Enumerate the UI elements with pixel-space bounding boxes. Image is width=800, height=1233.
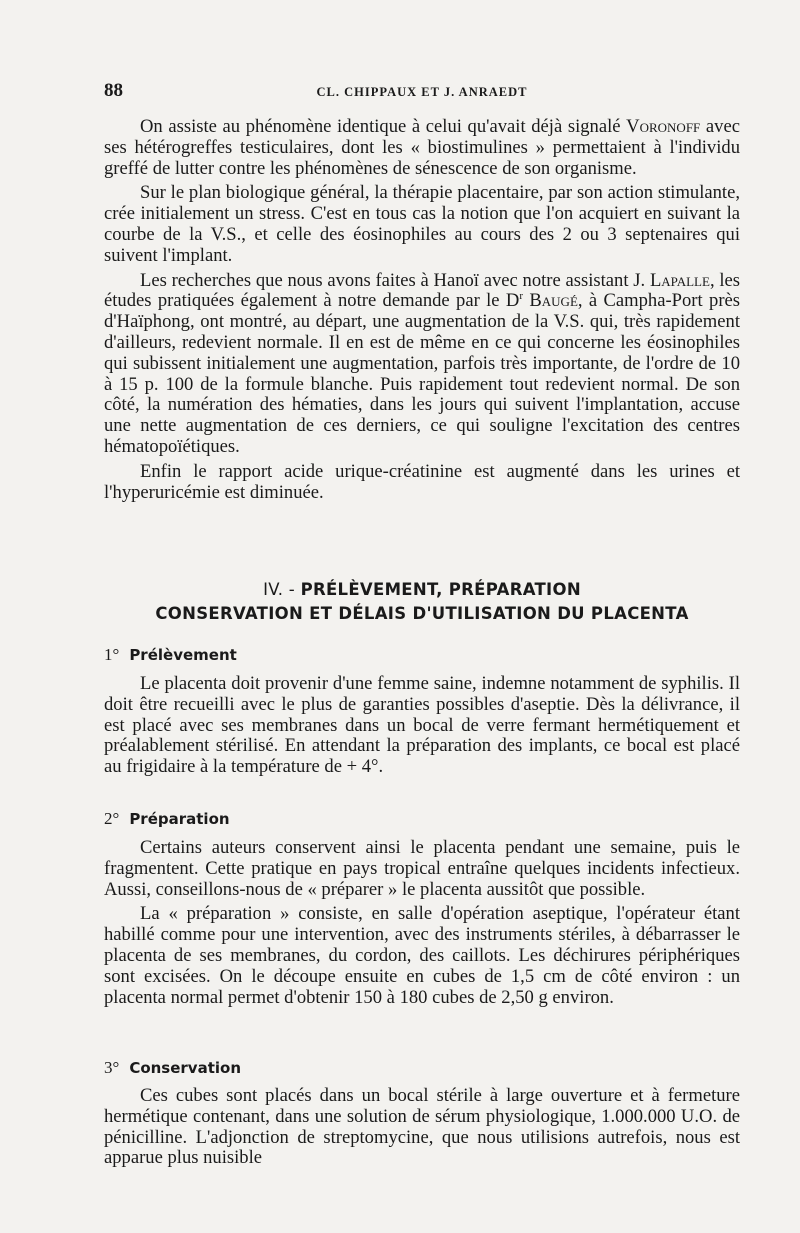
paragraph: Sur le plan biologique général, la thérapie placentaire, par son action stimulante, crée initialement un stress. C'est en tous cas la notion que l'on acquiert en suivant la courbe de la V.S., et celle des éosinophiles au cours des 2 ou 3 septenaires qui suivent l'implant. xyxy=(104,182,740,266)
chapter-heading-line1: IV. - PRÉLÈVEMENT, PRÉPARATION xyxy=(263,580,581,599)
paragraph: La « préparation » consiste, en salle d'opération aseptique, l'opérateur étant habillé comme pour une intervention, avec des instruments stériles, à débarrasser le placenta de ses membranes, du cordon, des caillots. Les déchirures périphériques sont excisées. On le découpe ensuite en cubes de 1,5 cm de côté environ : un placenta normal permet d'obtenir 150 à 180 cubes de 2,50 g environ. xyxy=(104,903,740,1008)
running-title: CL. CHIPPAUX ET J. ANRAEDT xyxy=(316,85,528,99)
author-name: Lapalle xyxy=(649,269,710,291)
paragraph: Les recherches que nous avons faites à Hanoï avec notre assistant J. Lapalle, les études pratiquées également à notre demande par le $D^r$ Baugé, à Campha-Port près d'Haïphong, ont montré, au départ, une augmentation de la V.S. qui, très rapidement d'ailleurs, redevient normale. Il en est de même en ce qui concerne les éosinophiles qui subissent initialement une augmentation, parfois très importante, de l'ordre de 10 à 15 p. 100 de la formule blanche. Puis rapidement tout redevient normal. De son côté, la numération des hématies, dans les jours qui suivent l'implantation, accuse une nette augmentation de ces derniers, ce qui souligne l'excitation des centres hématopoïétiques. xyxy=(104,269,741,457)
paragraph: Enfin le rapport acide urique-créatinine est augmenté dans les urines et l'hyperuricémie est diminuée. xyxy=(104,460,740,503)
paragraph: Ces cubes sont placés dans un bocal stérile à large ouverture et à fermeture hermétique contenant, dans une solution de sérum physiologique, 1.000.000 U.O. de pénicilline. L'adjonction de streptomycine, que nous utilisions autrefois, nous est apparue plus nuisible xyxy=(104,1085,740,1169)
section-heading-prelevement: 1° Prélèvement xyxy=(104,645,237,664)
paragraph: Le placenta doit provenir d'une femme saine, indemne notamment de syphilis. Il doit être recueilli avec le plus de garanties possibles d'aseptie. Dès la délivrance, il est placé avec ses membranes dans un bocal de verre fermant hermétiquement et préalablement stérilisé. En attendant la préparation des implants, ce bocal est placé au frigidaire à la température de + 4°. xyxy=(104,673,740,778)
author-name: Voronoff xyxy=(626,116,701,137)
section-heading-conservation: 3° Conservation xyxy=(104,1058,241,1077)
section-conservation-text xyxy=(104,1086,740,1169)
author-name: Baugé xyxy=(529,290,578,312)
section-heading-preparation: 2° Préparation xyxy=(104,809,230,828)
intro-text xyxy=(104,117,740,503)
paragraph: Certains auteurs conservent ainsi le placenta pendant une semaine, puis le fragmentent. Cette pratique en pays tropical entraîne quelques incidents infectieux. Aussi, conseillons-nous de « préparer » le placenta aussitôt que possible. xyxy=(104,837,740,900)
section-prelevement-text xyxy=(104,674,740,778)
chapter-heading-line2: CONSERVATION ET DÉLAIS D'UTILISATION DU PLACENTA xyxy=(155,604,689,623)
section-preparation-text xyxy=(104,838,740,1008)
paragraph: On assiste au phénomène identique à celui qu'avait déjà signalé Voronoff avec ses hétérogreffes testiculaires, dont les « biostimulines » permettaient à l'individu greffé de lutter contre les phénomènes de sénescence de son organisme. xyxy=(104,116,740,179)
running-header xyxy=(104,80,740,106)
page-number: 88 xyxy=(104,80,123,101)
